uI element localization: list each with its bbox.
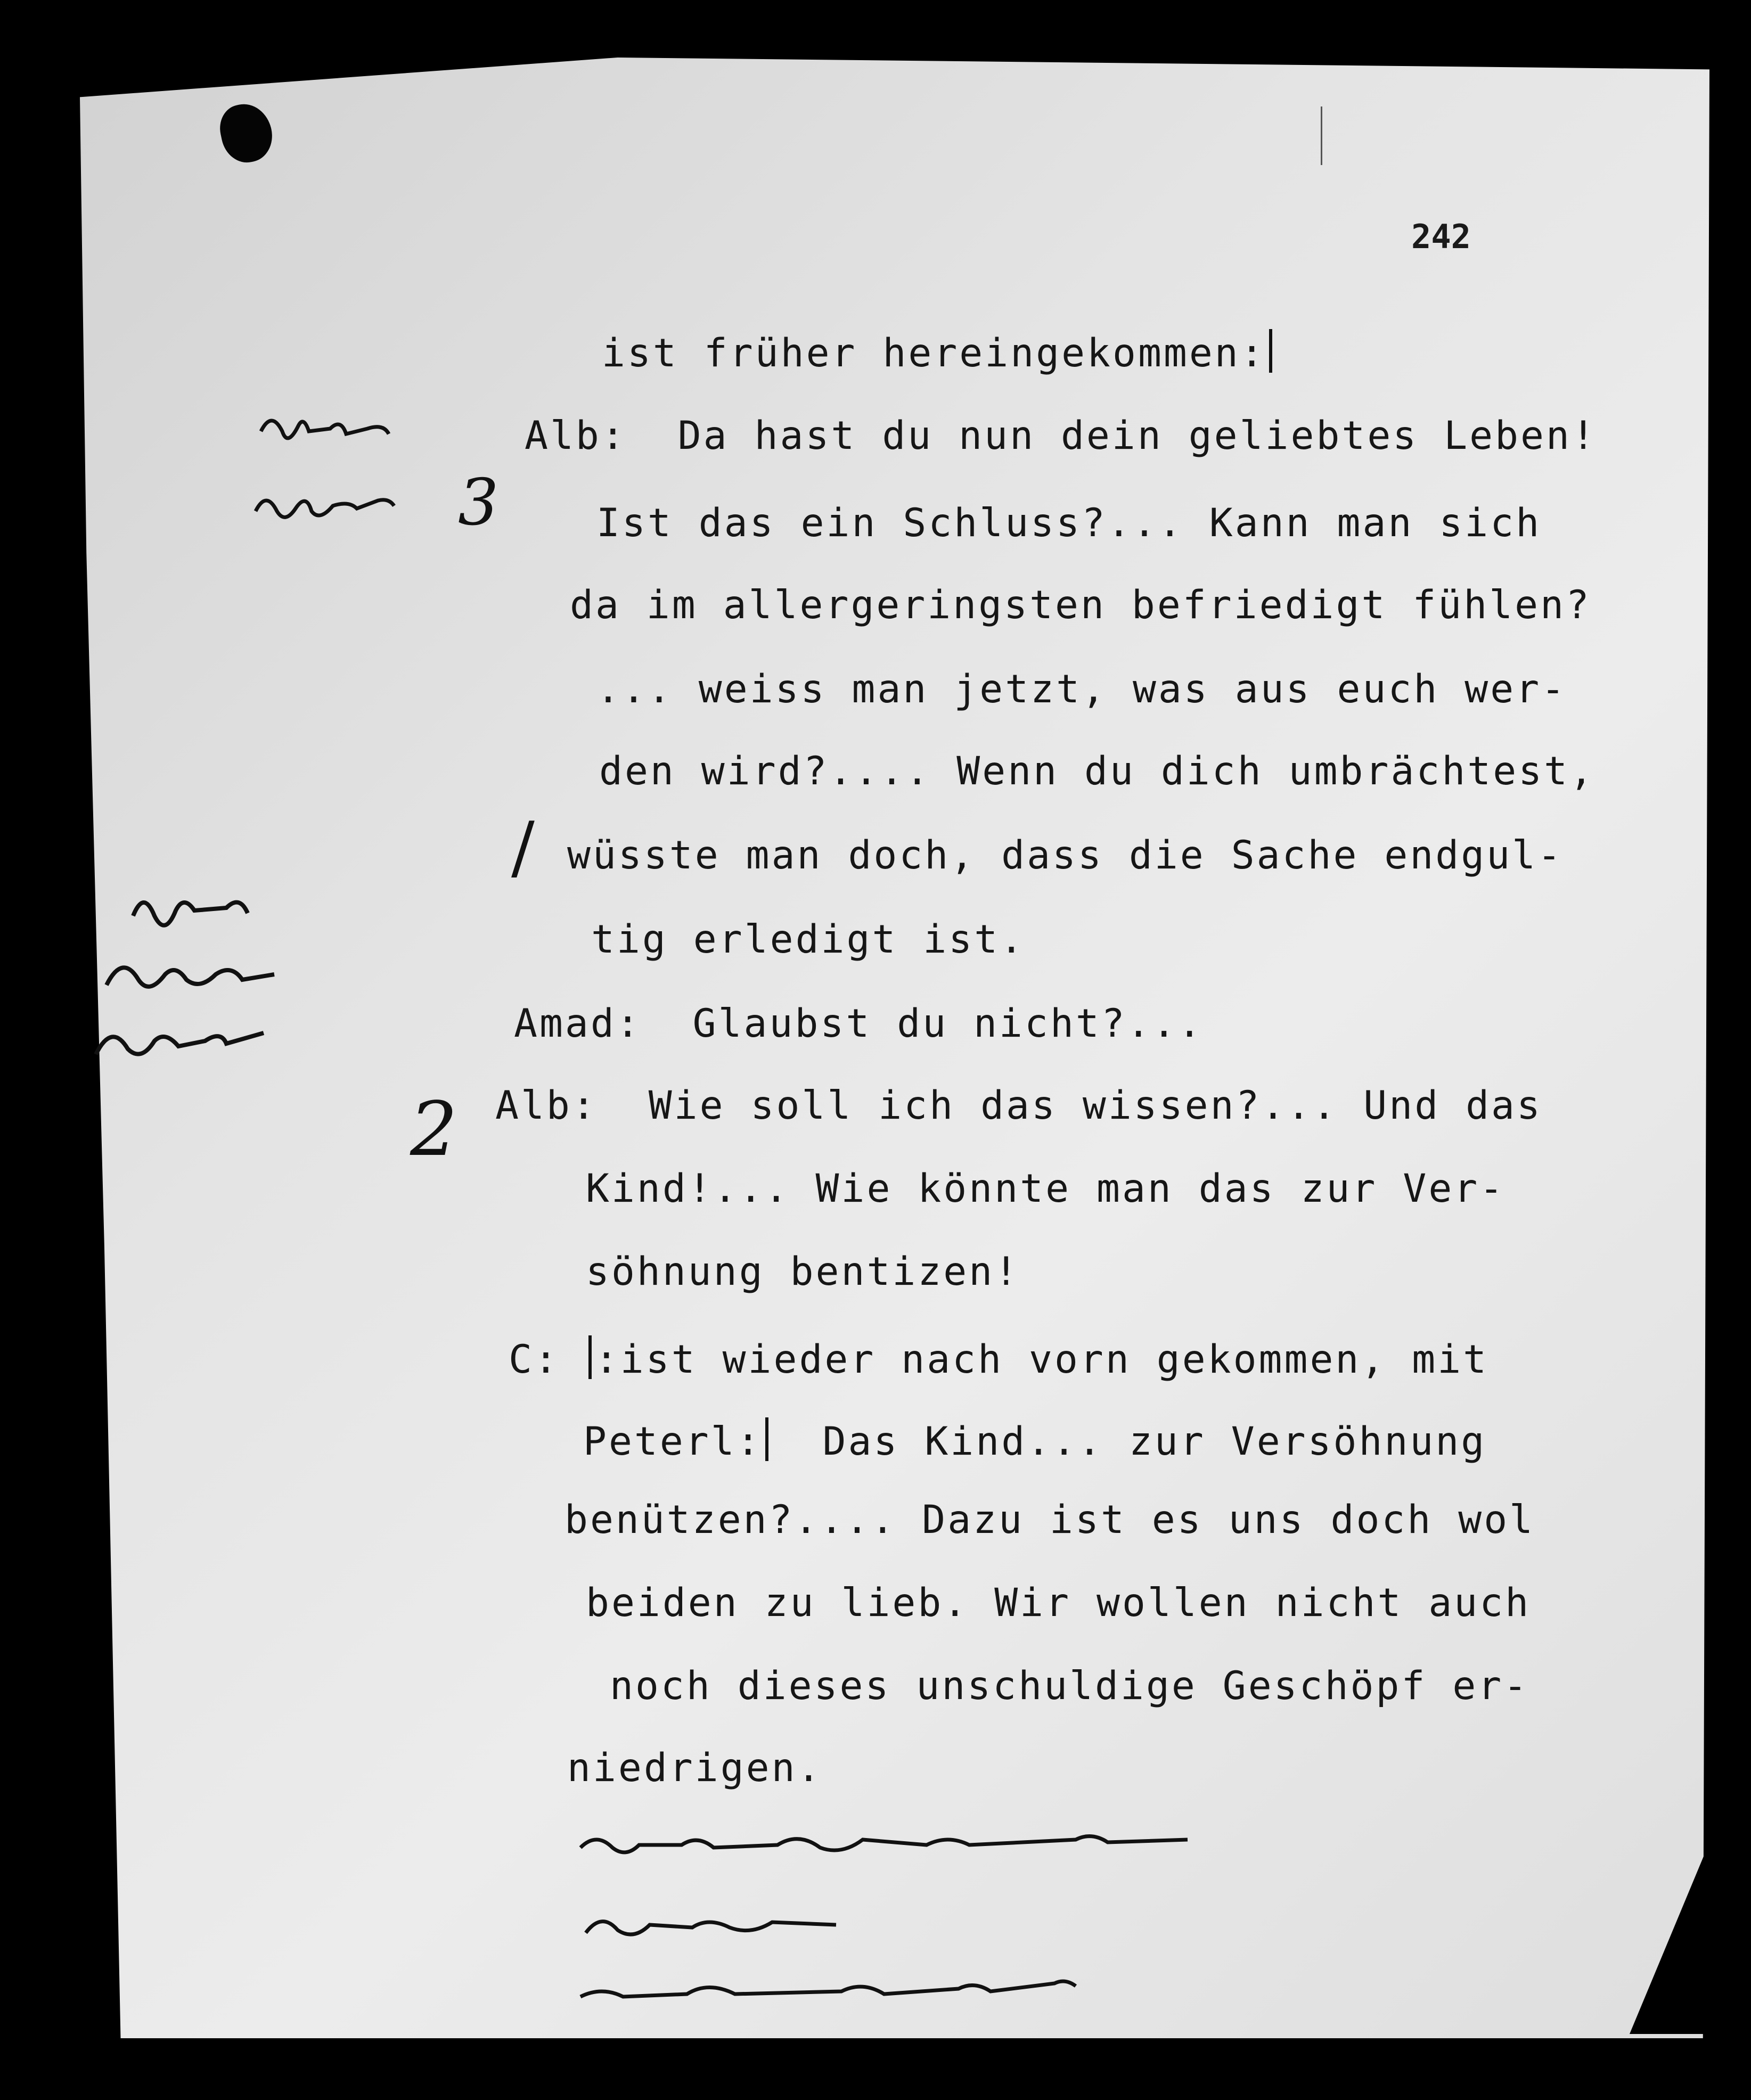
page-number: 242 <box>1411 217 1471 256</box>
typed-line-9: Amad: Glaubst du nicht?... <box>514 1001 1204 1046</box>
typed-line-1: ist früher hereingekommen: <box>602 329 1275 373</box>
typed-line-14: Peterl: Das Kind... zur Versöhnung <box>583 1417 1486 1461</box>
speaker-label: C: <box>509 1337 560 1382</box>
typed-line-17: noch dieses unschuldige Geschöpf er- <box>610 1663 1529 1709</box>
paper-crease <box>1321 106 1322 165</box>
typed-line-13: C: :ist wieder nach vorn gekommen, mit <box>509 1335 1488 1379</box>
typed-line-6: den wird?.... Wenn du dich umbrächtest, <box>599 749 1595 794</box>
typed-line-15: benützen?.... Dazu ist es uns doch wol <box>564 1497 1535 1543</box>
bottom-handwriting <box>575 1821 1491 2023</box>
margin-handwriting-top <box>245 399 458 538</box>
typed-line-7: wüsste man doch, dass die Sache endgul- <box>567 833 1564 878</box>
typed-line-8: tig erledigt ist. <box>591 917 1026 962</box>
margin-handwriting-left <box>85 873 383 1076</box>
typed-line-18: niedrigen. <box>567 1745 823 1791</box>
typed-line-10: Alb: Wie soll ich das wissen?... Und das <box>495 1083 1542 1128</box>
typed-line-4: da im allergeringsten befriedigt fühlen? <box>570 583 1591 628</box>
speaker-label: Alb: <box>495 1083 598 1128</box>
typed-line-3: Ist das ein Schluss?... Kann man sich <box>596 501 1542 546</box>
stage-bar <box>1269 329 1272 373</box>
handwritten-marker-two: 2 <box>410 1086 458 1173</box>
stage-bar <box>765 1417 768 1461</box>
typed-line-11: Kind!... Wie könnte man das zur Ver- <box>586 1166 1505 1211</box>
typed-line-5: ... weiss man jetzt, was aus euch wer- <box>596 667 1567 712</box>
typed-line-12: söhnung bentizen! <box>586 1249 1020 1294</box>
margin-number-three: 3 <box>458 466 499 540</box>
handwritten-slash: / <box>511 807 535 888</box>
speaker-label: Amad: <box>514 1001 642 1046</box>
speaker-label: Alb: <box>525 413 627 458</box>
stage-bar <box>588 1335 592 1379</box>
typed-line-2: Alb: Da hast du nun dein geliebtes Leben! <box>525 413 1597 458</box>
typed-line-16: beiden zu lieb. Wir wollen nicht auch <box>586 1580 1531 1626</box>
